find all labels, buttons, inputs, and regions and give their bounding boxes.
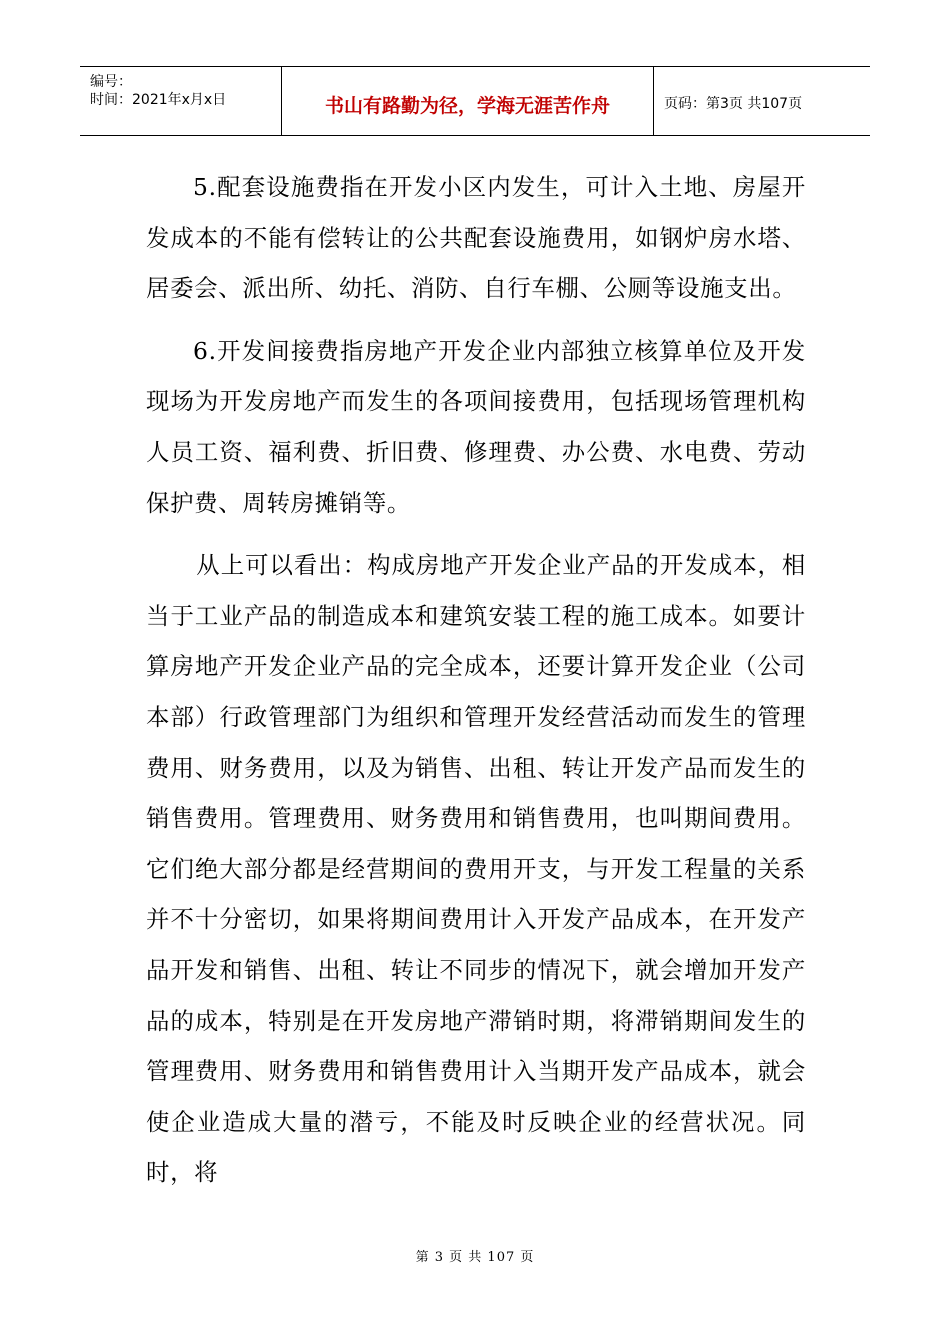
paragraph-6: 6.开发间接费指房地产开发企业内部独立核算单位及开发现场为开发房地产而发生的各项间接费用，包括现场管理机构人员工资、福利费、折旧费、修理费、办公费、水电费、劳动保护费、周转房摊销等。 [146, 336, 806, 517]
document-body [146, 162, 806, 1198]
document-number: 编号： [90, 74, 132, 90]
header-motto: 书山有路勤为径，学海无涯苦作舟 [282, 67, 654, 135]
paragraph-5: 5.配套设施费指在开发小区内发生，可计入土地、房屋开发成本的不能有偿转让的公共配套设施费用，如钢炉房水塔、居委会、派出所、幼托、消防、自行车棚、公厕等设施支出。 [146, 173, 806, 303]
paragraph-summary: 从上可以看出：构成房地产开发企业产品的开发成本，相当于工业产品的制造成本和建筑安装工程的施工成本。如要计算房地产开发企业产品的完全成本，还要计算开发企业（公司本部）行政管理部门为组织和管理开发经营活动而发生的管理费用、财务费用，以及为销售、出租、转让开发产品而发生的销售费用。管理费用、财务费用和销售费用，也叫期间费用。它们绝大部分都是经营期间的费用开支，与开发工程量的关系并不十分密切，如果将期间费用计入开发产品成本，在开发产品开发和销售、出租、转让不同步的情况下，就会增加开发产品的成本，特别是在开发房地产滞销时期，将滞销期间发生的管理费用、财务费用和销售费用计入当期开发产品成本，就会使企业造成大量的潜亏，不能及时反映企业的经营状况。同时，将 [146, 551, 806, 1187]
header-page-info: 页码：第3页 共107页 [664, 96, 803, 112]
header-meta [80, 67, 282, 135]
page-header [80, 66, 870, 136]
page-footer: 第 3 页 共 107 页 [415, 1250, 535, 1265]
document-time: 时间：2021年x月x日 [90, 92, 227, 108]
